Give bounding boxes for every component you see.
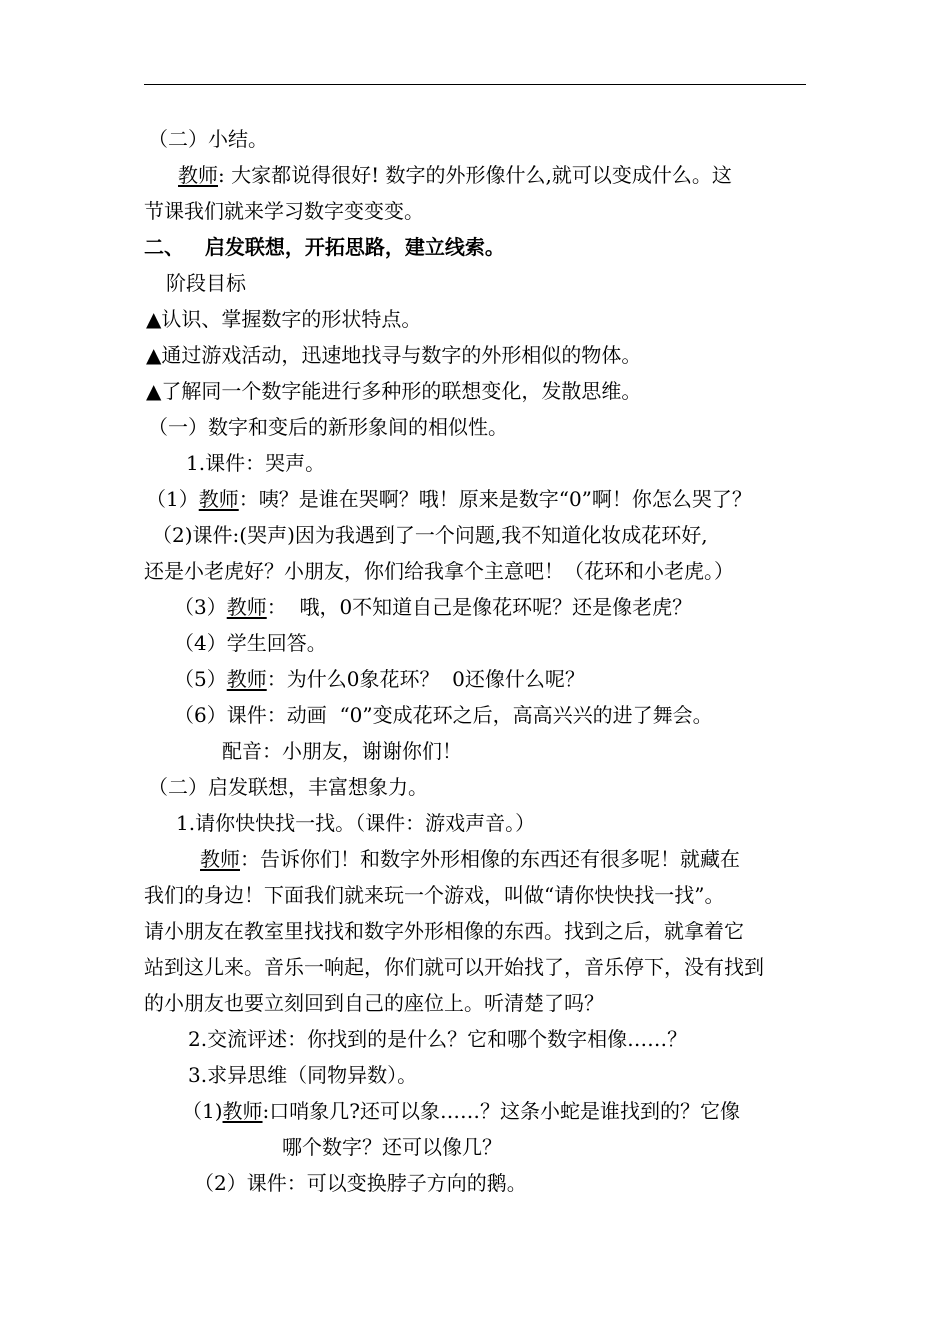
text: 阶段目标	[166, 271, 246, 295]
line-game-cont-4	[144, 990, 604, 1016]
text: ▲了解同一个数字能进行多种形的联想变化，发散思维。	[146, 379, 642, 403]
text: （4）学生回答。	[174, 631, 327, 655]
line-teacher-1	[146, 486, 752, 512]
section-two-heading	[144, 234, 505, 260]
text: 我们的身边！下面我们就来玩一个游戏，叫做“请你快快找一找”。	[144, 883, 725, 907]
teacher-label: 教师	[226, 595, 267, 619]
text: （2）课件：可以变换脖子方向的鹅。	[194, 1171, 527, 1195]
teacher-label: 教师	[178, 163, 218, 187]
line-game-cont-1	[144, 882, 724, 908]
text: 2.交流评述：你找到的是什么？它和哪个数字相像……？	[188, 1027, 688, 1051]
text: ：咦？是谁在哭啊？哦！原来是数字“0”啊！你怎么哭了？	[238, 487, 752, 511]
line-summary-heading	[148, 126, 268, 152]
item-find-quickly	[176, 810, 535, 836]
goal-item-3	[146, 378, 641, 404]
text: ▲通过游戏活动，迅速地找寻与数字的外形相似的物体。	[146, 343, 642, 367]
text: 二、 启发联想，开拓思路，建立线索。	[144, 235, 505, 259]
text: 哪个数字？还可以像几？	[282, 1135, 502, 1159]
text: （2)课件:(哭声)因为我遇到了一个问题,我不知道化妆成花环好,	[152, 523, 708, 547]
text: （二）启发联想，丰富想象力。	[148, 775, 428, 799]
line-game-cont-3	[144, 954, 764, 980]
line-game-cont-2	[144, 918, 744, 944]
line-teacher-whistle	[182, 1098, 740, 1124]
teacher-label: 教师	[222, 1099, 263, 1123]
text: ：为什么0象花环？ 0还像什么呢？	[266, 667, 585, 691]
text: （1）	[146, 487, 199, 511]
text: （6）课件：动画 “0”变成花环之后，高高兴兴的进了舞会。	[174, 703, 713, 727]
text: 站到这儿来。音乐一响起，你们就可以开始找了，音乐停下，没有找到	[144, 955, 764, 979]
item-courseware-cry	[186, 450, 325, 476]
line-courseware-goose	[194, 1170, 527, 1196]
text: （5）	[174, 667, 227, 691]
text: 配音：小朋友，谢谢你们！	[222, 739, 462, 763]
text: （3）	[174, 595, 227, 619]
goal-item-1	[146, 306, 421, 332]
line-courseware-2	[152, 522, 708, 548]
stage-goal-heading	[166, 270, 246, 296]
text: 1.课件：哭声。	[186, 451, 326, 475]
line-teacher-whistle-cont	[282, 1134, 502, 1160]
text: :口哨象几?还可以象……？这条小蛇是谁找到的？它像	[262, 1099, 740, 1123]
teacher-label: 教师	[226, 667, 267, 691]
text: ▲认识、掌握数字的形状特点。	[146, 307, 422, 331]
teacher-label: 教师	[198, 487, 239, 511]
line-teacher-3	[174, 594, 692, 620]
text: 还是小老虎好？小朋友，你们给我拿个主意吧！（花环和小老虎。）	[144, 559, 734, 583]
text: 1.请你快快找一找。（课件：游戏声音。）	[176, 811, 536, 835]
line-dubbing	[222, 738, 462, 764]
line-teacher-game	[200, 846, 740, 872]
text: 请小朋友在教室里找找和数字外形相像的东西。找到之后，就拿着它	[144, 919, 744, 943]
text: ：告诉你们！和数字外形相像的东西还有很多呢！就藏在	[240, 847, 740, 871]
text: （1)	[182, 1099, 223, 1123]
line-teacher-summary	[178, 162, 732, 188]
line-teacher-summary-cont	[144, 198, 424, 224]
text: 节课我们就来学习数字变变变。	[144, 199, 424, 223]
text: : 大家都说得很好! 数字的外形像什么,就可以变成什么。这	[218, 163, 732, 187]
subsection-one-heading	[148, 414, 508, 440]
line-courseware-2-cont	[144, 558, 734, 584]
teacher-label: 教师	[200, 847, 240, 871]
line-teacher-5	[174, 666, 585, 692]
goal-item-2	[146, 342, 641, 368]
item-exchange-review	[188, 1026, 687, 1052]
text: （一）数字和变后的新形象间的相似性。	[148, 415, 508, 439]
subsection-two-heading	[148, 774, 428, 800]
header-rule	[144, 84, 806, 85]
item-divergent-thinking	[188, 1062, 417, 1088]
line-courseware-6	[174, 702, 713, 728]
text: （二）小结。	[148, 127, 268, 151]
line-students-answer	[174, 630, 327, 656]
text: ： 哦，0不知道自己是像花环呢？还是像老虎？	[266, 595, 693, 619]
text: 3.求异思维（同物异数）。	[188, 1063, 418, 1087]
text: 的小朋友也要立刻回到自己的座位上。听清楚了吗？	[144, 991, 604, 1015]
